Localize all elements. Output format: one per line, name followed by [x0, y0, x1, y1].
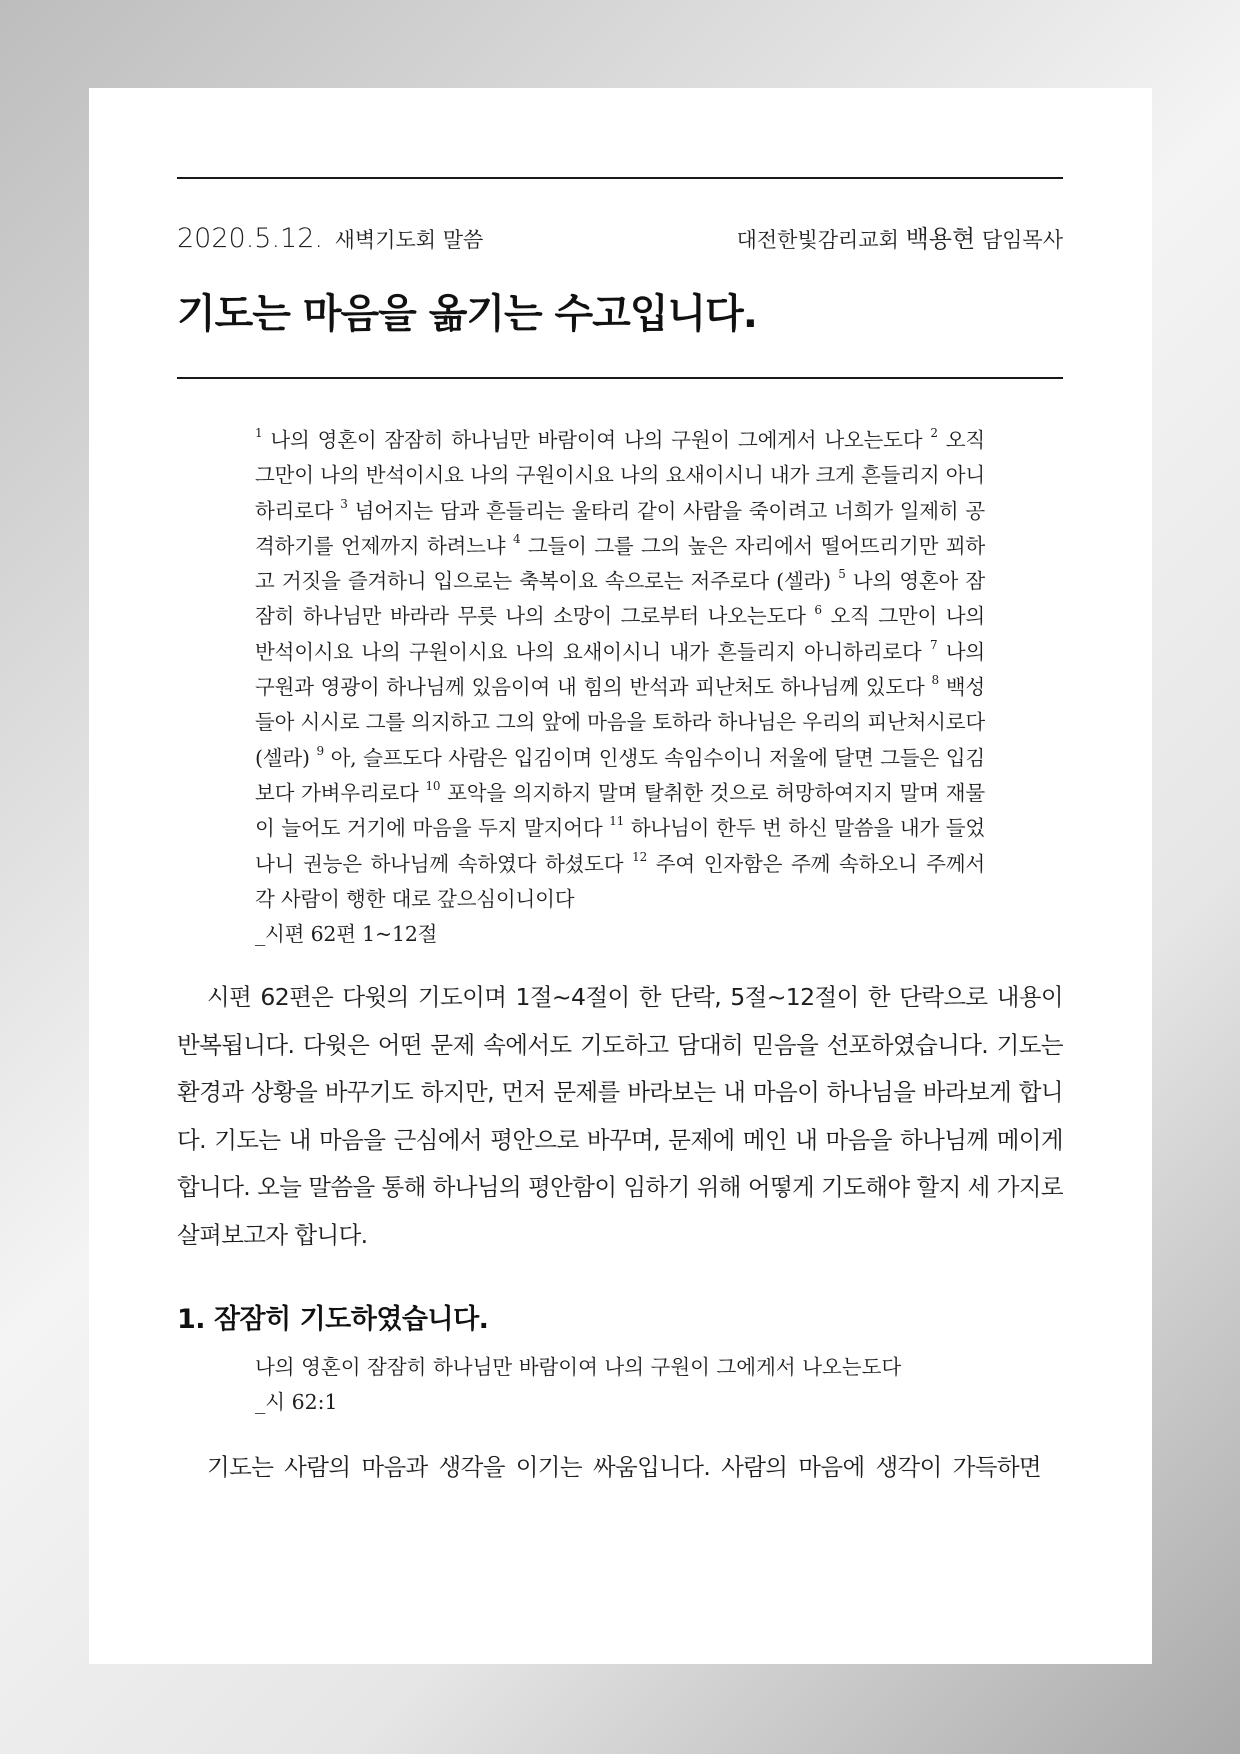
page-content — [177, 177, 1063, 1492]
scripture-text — [255, 423, 985, 917]
sermon-author — [737, 219, 1063, 254]
sermon-date-service — [177, 223, 483, 254]
verse-number: 11 — [609, 814, 625, 829]
scripture-reference: _시편 62편 1~12절 — [255, 922, 438, 947]
verse-text: 백성들아 시시로 그를 의지하고 그의 앞에 마음을 토하라 하나님은 우리의 피난처시로다 (셀라) — [255, 675, 985, 770]
pastor-title: 담임목사 — [981, 228, 1063, 252]
verse-number: 12 — [632, 849, 648, 864]
verse-number: 1 — [255, 426, 263, 441]
sermon-title: 기도는 마음을 옮기는 수고입니다. — [177, 291, 757, 337]
verse-number: 7 — [929, 637, 938, 652]
scripture-passage — [255, 423, 985, 952]
verse-text: 오직 그만이 나의 반석이시요 나의 구원이시요 나의 요새이시니 내가 크게 흔들리지 아니하리로다 — [255, 428, 985, 523]
verse-text: 아, 슬프도다 사람은 입김이며 인생도 속임수이니 저울에 달면 그들은 입김보다 가벼우리로다 — [255, 745, 985, 805]
sermon-header — [177, 219, 1063, 254]
verse-number: 4 — [512, 532, 521, 547]
top-rule — [177, 177, 1063, 179]
title-rule — [177, 377, 1063, 379]
verse-number: 6 — [814, 602, 822, 617]
verse-number: 3 — [340, 496, 348, 511]
intro-paragraph: 시편 62편은 다윗의 기도이며 1절~4절이 한 단락, 5절~12절이 한 단락으로 내용이 반복됩니다. 다윗은 어떤 문제 속에서도 기도하고 담대히 믿음을 선포하였습니다. 기도는 환경과 상황을 바꾸기도 하지만, 먼저 문제를 바라보는 내 마음이 하나님을 바라보게 합니다. 기도는 내 마음을 근심에서 평안으로 바꾸며, 문제에 메인 내 마음을 하나님께 메이게 합니다. 오늘 말씀을 통해 하나님의 평안함이 임하기 위해 어떻게 기도해야 할지 세 가지로 살펴보고자 합니다. — [177, 983, 1063, 1249]
verse-text: 나의 구원과 영광이 하나님께 있음이여 내 힘의 반석과 피난처도 하나님께 있도다 — [255, 639, 985, 700]
section-quote-reference: _시 62:1 — [255, 1390, 338, 1415]
verse-text: 그들이 그를 그의 높은 자리에서 떨어뜨리기만 꾀하고 거짓을 즐겨하니 입으로는 축복이요 속으로는 저주로다 (셀라) — [255, 533, 985, 594]
verse-text: 포악을 의지하지 말며 탈취한 것으로 허망하여지지 말며 재물이 늘어도 거기에 마음을 두지 말지어다 — [255, 780, 985, 841]
document-page — [89, 88, 1152, 1664]
pastor-name: 백용현 — [905, 225, 976, 253]
verse-number: 8 — [931, 673, 939, 688]
church-name: 대전한빛감리교회 — [736, 228, 899, 252]
verse-text: 주여 인자함은 주께 속하오니 주께서 각 사람이 행한 대로 갚으심이니이다 — [255, 851, 985, 911]
sermon-date: 2020.5.12. — [177, 223, 323, 254]
verse-number: 9 — [316, 743, 324, 758]
verse-number: 5 — [838, 567, 846, 582]
verse-number: 2 — [930, 426, 938, 441]
verse-number: 10 — [425, 779, 441, 794]
verse-text: 넘어지는 담과 흔들리는 울타리 같이 사람을 죽이려고 너희가 일제히 공격하기를 언제까지 하려느냐 — [255, 498, 985, 558]
section-quote-text: 나의 영혼이 잠잠히 하나님만 바람이여 나의 구원이 그에게서 나오는도다 — [255, 1355, 902, 1380]
section-quote — [255, 1350, 985, 1420]
verse-text: 오직 그만이 나의 반석이시요 나의 구원이시요 나의 요새이시니 내가 흔들리지 아니하리로다 — [255, 604, 985, 664]
verse-text: 나의 영혼이 잠잠히 하나님만 바람이여 나의 구원이 그에게서 나오는도다 — [262, 428, 931, 452]
section-heading: 1. 잠잠히 기도하였습니다. — [177, 1304, 489, 1336]
service-name: 새벽기도회 말씀 — [334, 228, 484, 252]
verse-text: 나의 영혼아 잠잠히 하나님만 바라라 무릇 나의 소망이 그로부터 나오는도다 — [255, 569, 985, 629]
verse-text: 하나님이 한두 번 하신 말씀을 내가 들었나니 권능은 하나님께 속하였다 하셨도다 — [255, 816, 985, 876]
section-paragraph: 기도는 사람의 마음과 생각을 이기는 싸움입니다. 사람의 마음에 생각이 가득하면 — [207, 1453, 1042, 1482]
